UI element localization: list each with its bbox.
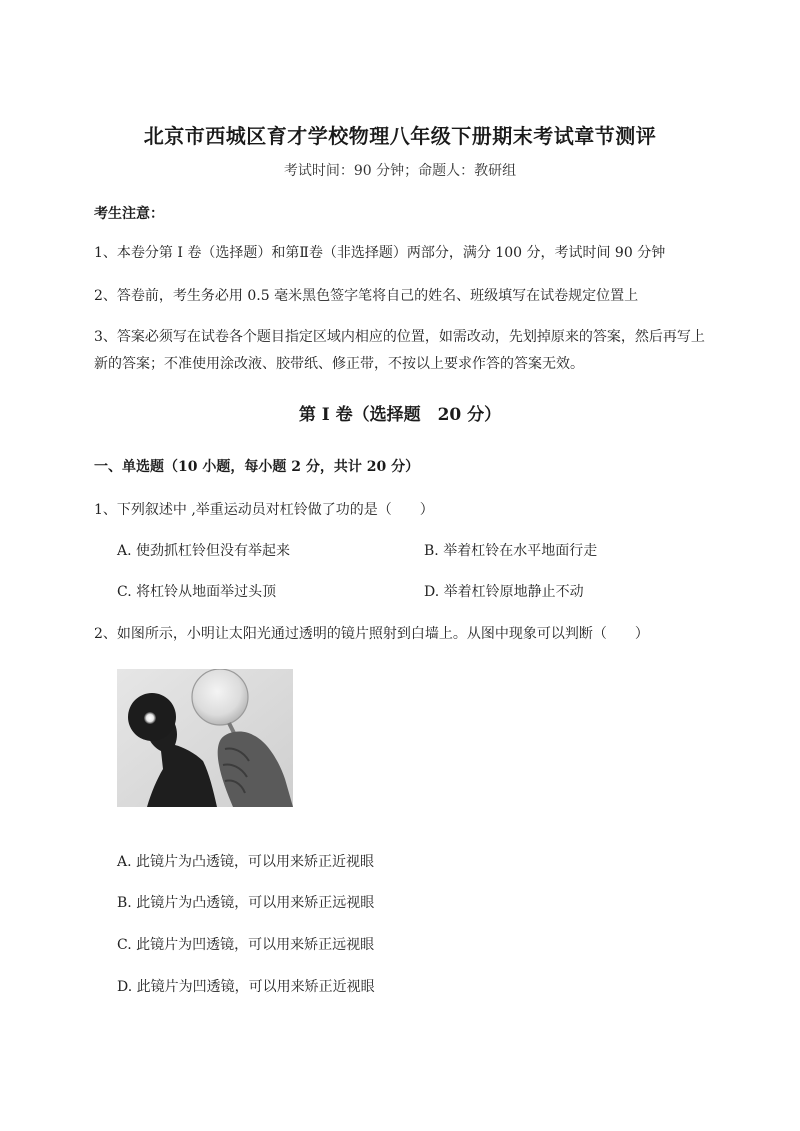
question-2-option-d[interactable]: D. 此镜片为凹透镜，可以用来矫正近视眼	[117, 979, 375, 995]
part-heading: 一、单选题（10 小题，每小题 2 分，共计 20 分）	[94, 459, 420, 475]
bright-spot	[144, 712, 156, 724]
notice-item-2: 2、答卷前，考生务必用 0.5 毫米黑色签字笔将自己的姓名、班级填写在试卷规定位置上	[94, 288, 639, 304]
notice-item-3: 3、答案必须写在试卷各个题目指定区域内相应的位置，如需改动，先划掉原来的答案，然后再写上新的答案；不准使用涂改液、胶带纸、修正带，不按以上要求作答的答案无效。	[94, 329, 705, 372]
notice-item-1: 1、本卷分第 I 卷（选择题）和第Ⅱ卷（非选择题）两部分，满分 100 分，考试时间 90 分钟	[94, 245, 666, 261]
question-2-option-a[interactable]: A. 此镜片为凸透镜，可以用来矫正近视眼	[117, 854, 375, 870]
question-1-option-d[interactable]: D. 举着杠铃原地静止不动	[424, 584, 584, 600]
lens-photo	[117, 669, 293, 807]
lens-circle	[192, 669, 248, 725]
question-2-option-b[interactable]: B. 此镜片为凸透镜，可以用来矫正远视眼	[117, 895, 375, 911]
question-2-stem: 2、如图所示，小明让太阳光通过透明的镜片照射到白墙上。从图中现象可以判断（ ）	[94, 626, 649, 642]
exam-subtitle: 考试时间：90 分钟；命题人：教研组	[283, 163, 517, 179]
question-1-option-a[interactable]: A. 使劲抓杠铃但没有举起来	[117, 543, 291, 559]
question-1-stem: 1、下列叙述中 ,举重运动员对杠铃做了功的是（ ）	[94, 502, 434, 518]
section-title: 第 I 卷（选择题 20 分）	[298, 405, 502, 425]
question-1-option-c[interactable]: C. 将杠铃从地面举过头顶	[117, 584, 277, 600]
notice-heading: 考生注意：	[94, 206, 164, 222]
question-1-option-b[interactable]: B. 举着杠铃在水平地面行走	[424, 543, 598, 559]
exam-title: 北京市西城区育才学校物理八年级下册期末考试章节测评	[143, 124, 657, 148]
question-2-option-c[interactable]: C. 此镜片为凹透镜，可以用来矫正远视眼	[117, 937, 375, 953]
